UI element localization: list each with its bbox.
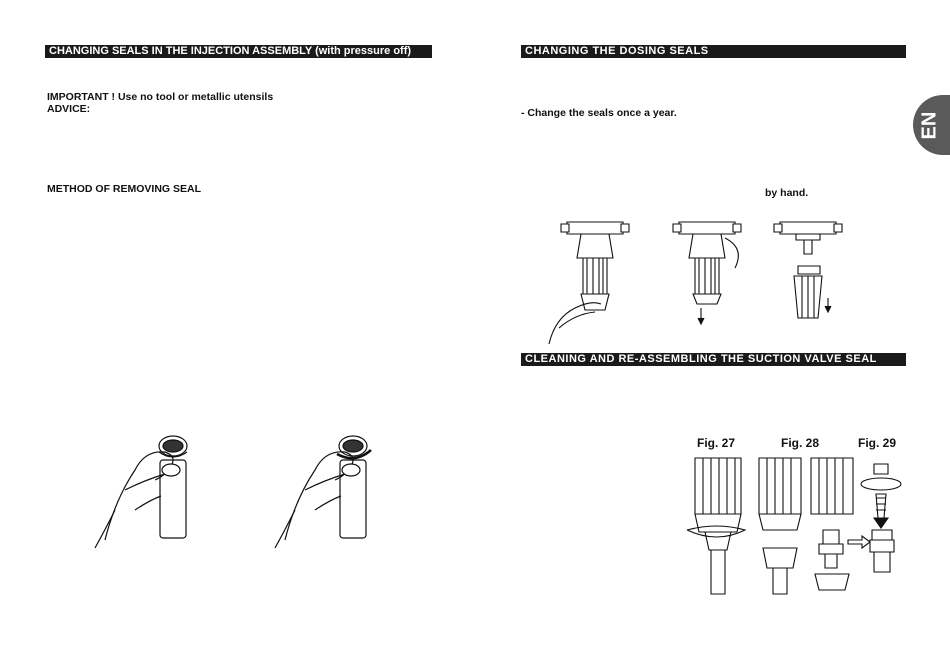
figure-27-illustration bbox=[683, 458, 748, 596]
change-seals-note: - Change the seals once a year. bbox=[521, 107, 677, 119]
important-note: IMPORTANT ! Use no tool or metallic utensils bbox=[47, 91, 274, 103]
figure-29-illustration bbox=[842, 458, 912, 578]
figure-label-28: Fig. 28 bbox=[781, 436, 820, 450]
hand-holding-tube-illustration-1 bbox=[95, 430, 205, 550]
language-tab bbox=[913, 95, 950, 155]
language-tab-label: EN bbox=[918, 111, 941, 140]
hand-holding-tube-illustration-2 bbox=[275, 430, 385, 550]
dosing-removal-step-2-illustration bbox=[665, 218, 755, 328]
by-hand-text: by hand. bbox=[765, 187, 809, 199]
section-heading-dosing-seals: CHANGING THE DOSING SEALS bbox=[521, 45, 906, 58]
figure-label-27: Fig. 27 bbox=[697, 436, 736, 450]
section-heading-injection-seals: CHANGING SEALS IN THE INJECTION ASSEMBLY (with pressure off) bbox=[45, 45, 432, 58]
dosing-removal-step-3-illustration bbox=[770, 218, 850, 338]
section-heading-suction-valve: CLEANING AND RE-ASSEMBLING THE SUCTION VALVE SEAL bbox=[521, 353, 906, 366]
method-heading: METHOD OF REMOVING SEAL bbox=[47, 183, 202, 195]
figure-28-illustration bbox=[755, 458, 855, 596]
figure-label-29: Fig. 29 bbox=[858, 436, 897, 450]
dosing-removal-step-1-illustration bbox=[545, 218, 635, 348]
advice-label: ADVICE: bbox=[47, 103, 91, 115]
